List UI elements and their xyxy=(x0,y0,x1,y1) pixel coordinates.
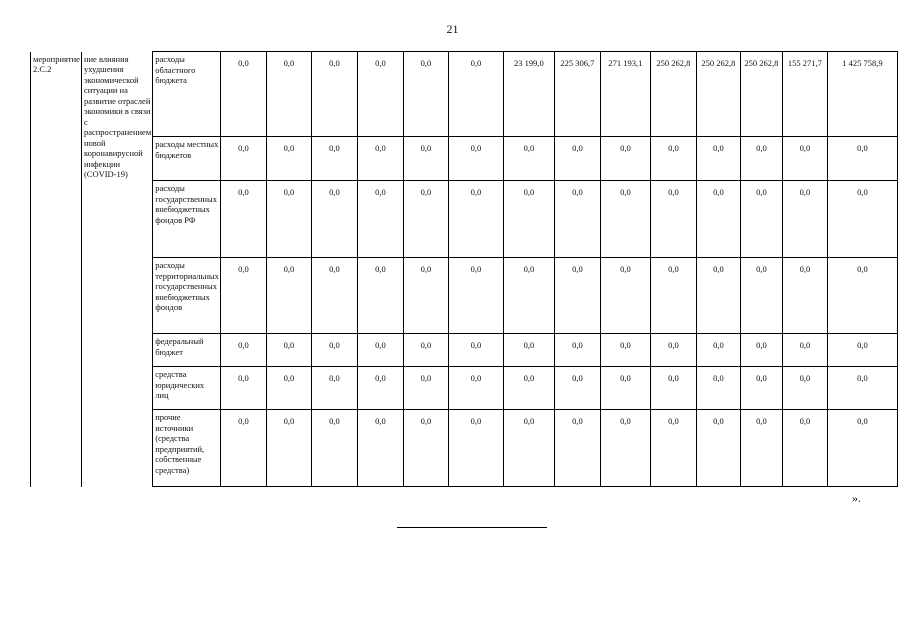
amount-cell: 0,0 xyxy=(554,181,600,258)
table-row xyxy=(31,258,898,334)
amount-cell: 0,0 xyxy=(357,137,403,181)
amount-cell: 0,0 xyxy=(403,367,448,410)
table-row xyxy=(31,52,898,137)
amount-cell: 0,0 xyxy=(357,181,403,258)
table-row xyxy=(31,410,898,487)
amount-cell: 250 262,8 xyxy=(740,52,782,137)
amount-cell: 0,0 xyxy=(311,334,357,367)
amount-cell: 0,0 xyxy=(357,367,403,410)
amount-cell: 0,0 xyxy=(403,181,448,258)
amount-cell: 0,0 xyxy=(220,367,266,410)
amount-cell: 0,0 xyxy=(403,410,448,487)
amount-cell: 0,0 xyxy=(403,52,448,137)
amount-cell: 0,0 xyxy=(448,334,503,367)
funding-source-cell: расходы местных бюджетов xyxy=(153,137,221,181)
amount-cell: 0,0 xyxy=(220,52,266,137)
amount-cell: 0,0 xyxy=(311,258,357,334)
amount-cell: 0,0 xyxy=(266,258,311,334)
amount-cell: 0,0 xyxy=(740,258,782,334)
funding-source-cell: прочие источники (средства предприятий, собственные средства) xyxy=(153,410,221,487)
amount-cell: 0,0 xyxy=(600,367,650,410)
amount-cell: 0,0 xyxy=(448,367,503,410)
amount-cell: 0,0 xyxy=(740,367,782,410)
amount-cell: 0,0 xyxy=(266,137,311,181)
funding-source-cell: федеральный бюджет xyxy=(153,334,221,367)
funding-source-cell: расходы областного бюджета xyxy=(153,52,221,137)
amount-cell: 0,0 xyxy=(650,367,696,410)
amount-cell: 250 262,8 xyxy=(696,52,740,137)
amount-cell: 271 193,1 xyxy=(600,52,650,137)
amount-cell: 0,0 xyxy=(448,181,503,258)
amount-cell: 0,0 xyxy=(827,181,897,258)
amount-cell: 0,0 xyxy=(266,410,311,487)
amount-cell: 0,0 xyxy=(448,137,503,181)
measure-description-cell: ние влияния ухудшения экономической ситуации на развитие отраслей экономики в связи с распространением новой коронавирусной инфекции (COVID-19) xyxy=(81,52,152,487)
amount-cell: 0,0 xyxy=(650,334,696,367)
amount-cell: 0,0 xyxy=(403,334,448,367)
amount-cell: 0,0 xyxy=(782,367,827,410)
amount-cell: 0,0 xyxy=(503,137,554,181)
amount-cell: 0,0 xyxy=(266,181,311,258)
amount-cell: 0,0 xyxy=(696,181,740,258)
amount-cell: 0,0 xyxy=(740,410,782,487)
amount-cell: 0,0 xyxy=(650,258,696,334)
amount-cell: 0,0 xyxy=(357,258,403,334)
measure-label-cell: мероприятие 2.С.2 xyxy=(31,52,82,487)
table-row xyxy=(31,181,898,258)
amount-cell: 0,0 xyxy=(827,410,897,487)
page-number: 21 xyxy=(446,22,459,36)
amount-cell: 0,0 xyxy=(650,181,696,258)
amount-cell: 0,0 xyxy=(311,181,357,258)
amount-cell: 0,0 xyxy=(403,137,448,181)
amount-cell: 0,0 xyxy=(554,258,600,334)
amount-cell: 0,0 xyxy=(503,367,554,410)
amount-cell: 0,0 xyxy=(357,52,403,137)
amount-cell: 0,0 xyxy=(740,181,782,258)
amount-cell: 0,0 xyxy=(740,137,782,181)
amount-cell: 0,0 xyxy=(827,367,897,410)
amount-cell: 0,0 xyxy=(220,181,266,258)
amount-cell: 0,0 xyxy=(311,137,357,181)
amount-cell: 155 271,7 xyxy=(782,52,827,137)
table-row xyxy=(31,137,898,181)
amount-cell: 0,0 xyxy=(357,334,403,367)
closing-quote-mark: ». xyxy=(852,491,861,505)
funding-source-cell: расходы территориальных государственных внебюджетных фондов xyxy=(153,258,221,334)
amount-cell: 0,0 xyxy=(554,367,600,410)
amount-cell: 0,0 xyxy=(782,410,827,487)
amount-cell: 0,0 xyxy=(503,334,554,367)
amount-cell: 0,0 xyxy=(448,258,503,334)
amount-cell: 0,0 xyxy=(782,181,827,258)
amount-cell: 0,0 xyxy=(600,410,650,487)
amount-cell: 0,0 xyxy=(266,334,311,367)
amount-cell: 0,0 xyxy=(696,258,740,334)
amount-cell: 250 262,8 xyxy=(650,52,696,137)
amount-cell: 0,0 xyxy=(696,137,740,181)
amount-cell: 0,0 xyxy=(696,410,740,487)
funding-source-cell: средства юридических лиц xyxy=(153,367,221,410)
table-row xyxy=(31,367,898,410)
amount-cell: 0,0 xyxy=(220,258,266,334)
amount-cell: 0,0 xyxy=(827,334,897,367)
amount-cell: 0,0 xyxy=(554,137,600,181)
budget-table xyxy=(30,51,898,487)
amount-cell: 0,0 xyxy=(827,137,897,181)
amount-cell: 0,0 xyxy=(503,181,554,258)
amount-cell: 0,0 xyxy=(311,410,357,487)
amount-cell: 0,0 xyxy=(448,52,503,137)
end-separator-line xyxy=(397,527,547,528)
amount-cell: 0,0 xyxy=(782,334,827,367)
amount-cell: 0,0 xyxy=(311,367,357,410)
amount-cell: 0,0 xyxy=(266,52,311,137)
table-row xyxy=(31,334,898,367)
amount-cell: 0,0 xyxy=(266,367,311,410)
amount-cell: 23 199,0 xyxy=(503,52,554,137)
amount-cell: 0,0 xyxy=(782,258,827,334)
amount-cell: 0,0 xyxy=(600,137,650,181)
amount-cell: 0,0 xyxy=(696,334,740,367)
amount-cell: 0,0 xyxy=(827,258,897,334)
amount-cell: 0,0 xyxy=(782,137,827,181)
amount-cell: 0,0 xyxy=(357,410,403,487)
amount-cell: 0,0 xyxy=(554,334,600,367)
amount-cell: 0,0 xyxy=(311,52,357,137)
amount-cell: 0,0 xyxy=(220,410,266,487)
amount-cell: 0,0 xyxy=(554,410,600,487)
amount-cell: 0,0 xyxy=(600,181,650,258)
amount-cell: 0,0 xyxy=(650,137,696,181)
amount-cell: 225 306,7 xyxy=(554,52,600,137)
amount-cell: 0,0 xyxy=(740,334,782,367)
amount-cell: 0,0 xyxy=(220,334,266,367)
amount-cell: 0,0 xyxy=(650,410,696,487)
amount-cell: 0,0 xyxy=(503,258,554,334)
amount-cell: 0,0 xyxy=(503,410,554,487)
funding-source-cell: расходы государственных внебюджетных фондов РФ xyxy=(153,181,221,258)
amount-cell: 0,0 xyxy=(696,367,740,410)
amount-cell: 0,0 xyxy=(600,258,650,334)
amount-cell: 0,0 xyxy=(403,258,448,334)
amount-cell: 0,0 xyxy=(448,410,503,487)
amount-cell: 1 425 758,9 xyxy=(827,52,897,137)
amount-cell: 0,0 xyxy=(600,334,650,367)
amount-cell: 0,0 xyxy=(220,137,266,181)
